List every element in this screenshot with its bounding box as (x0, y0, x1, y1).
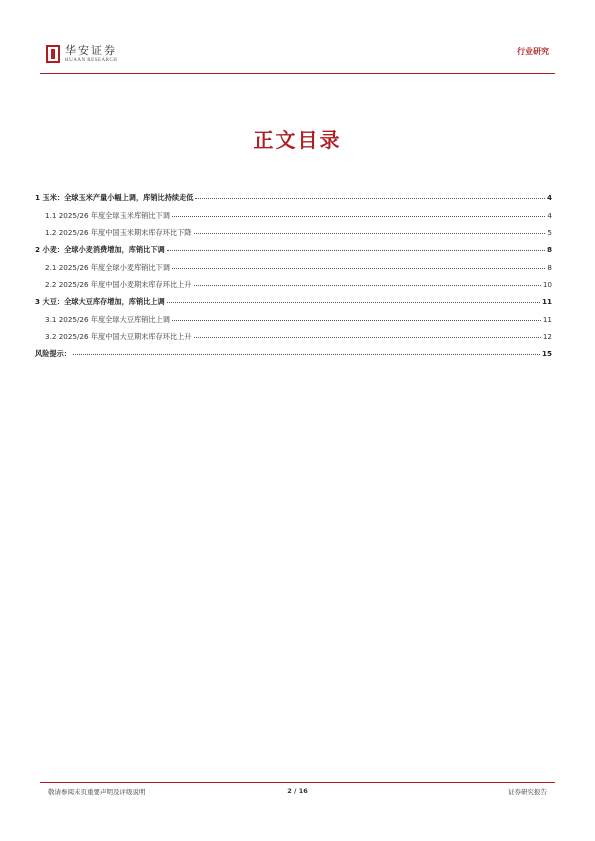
toc-leader-dots (73, 354, 540, 355)
toc-subsection-entry[interactable] (35, 280, 552, 297)
toc-entry-page: 5 (547, 228, 552, 237)
toc-entry-label: 2.1 2025/26 年度全球小麦库销比下调 (45, 263, 170, 272)
toc-section-entry[interactable] (35, 349, 552, 367)
page-footer (40, 782, 555, 799)
logo-chinese-name: 华安证券 (65, 44, 117, 57)
page-header (46, 44, 549, 74)
toc-entry-label: 风险提示： (35, 349, 71, 358)
toc-section-entry[interactable] (35, 297, 552, 315)
toc-entry-page: 4 (546, 193, 552, 202)
toc-entry-page: 11 (542, 315, 552, 324)
toc-leader-dots (195, 198, 545, 199)
toc-entry-page: 8 (547, 263, 552, 272)
toc-entry-label: 1.1 2025/26 年度全球玉米库销比下调 (45, 211, 170, 220)
toc-leader-dots (172, 216, 545, 217)
table-of-contents (35, 193, 552, 367)
toc-entry-label: 2.2 2025/26 年度中国小麦期末库存环比上升 (45, 280, 192, 289)
footer-disclaimer: 敬请参阅末页重要声明及评级说明 (48, 788, 146, 796)
toc-entry-page: 11 (541, 297, 552, 306)
toc-subsection-entry[interactable] (35, 211, 552, 228)
toc-entry-page: 15 (541, 349, 552, 358)
toc-entry-label: 3.1 2025/26 年度全球大豆库销比上调 (45, 315, 170, 324)
toc-subsection-entry[interactable] (35, 315, 552, 332)
toc-entry-label: 1.2 2025/26 年度中国玉米期末库存环比下降 (45, 228, 192, 237)
toc-leader-dots (194, 285, 541, 286)
logo-seal-icon (46, 45, 60, 63)
toc-entry-page: 8 (546, 245, 552, 254)
page-number: 2 / 16 (287, 787, 308, 795)
toc-subsection-entry[interactable] (35, 332, 552, 349)
company-logo (46, 44, 117, 64)
toc-entry-label: 3.2 2025/26 年度中国大豆期末库存环比上升 (45, 332, 192, 341)
toc-section-entry[interactable] (35, 193, 552, 211)
toc-subsection-entry[interactable] (35, 228, 552, 245)
toc-entry-page: 12 (542, 332, 552, 341)
report-type: 证券研究报告 (508, 788, 547, 796)
logo-english-name: HUAAN RESEARCH (65, 58, 118, 63)
toc-title: 正文目录 (253, 128, 342, 152)
header-divider (40, 73, 555, 74)
toc-leader-dots (194, 233, 546, 234)
toc-leader-dots (172, 320, 541, 321)
toc-entry-label: 2 小麦：全球小麦消费增加，库销比下调 (35, 245, 165, 254)
toc-entry-page: 10 (542, 280, 552, 289)
toc-subsection-entry[interactable] (35, 263, 552, 280)
toc-entry-label: 3 大豆：全球大豆库存增加，库销比上调 (35, 297, 165, 306)
document-type: 行业研究 (517, 47, 549, 56)
toc-entry-label: 1 玉米：全球玉米产量小幅上调，库销比持续走低 (35, 193, 194, 202)
toc-leader-dots (167, 302, 540, 303)
toc-section-entry[interactable] (35, 245, 552, 263)
toc-leader-dots (194, 337, 541, 338)
toc-leader-dots (172, 268, 545, 269)
toc-entry-page: 4 (547, 211, 552, 220)
toc-leader-dots (167, 250, 545, 251)
